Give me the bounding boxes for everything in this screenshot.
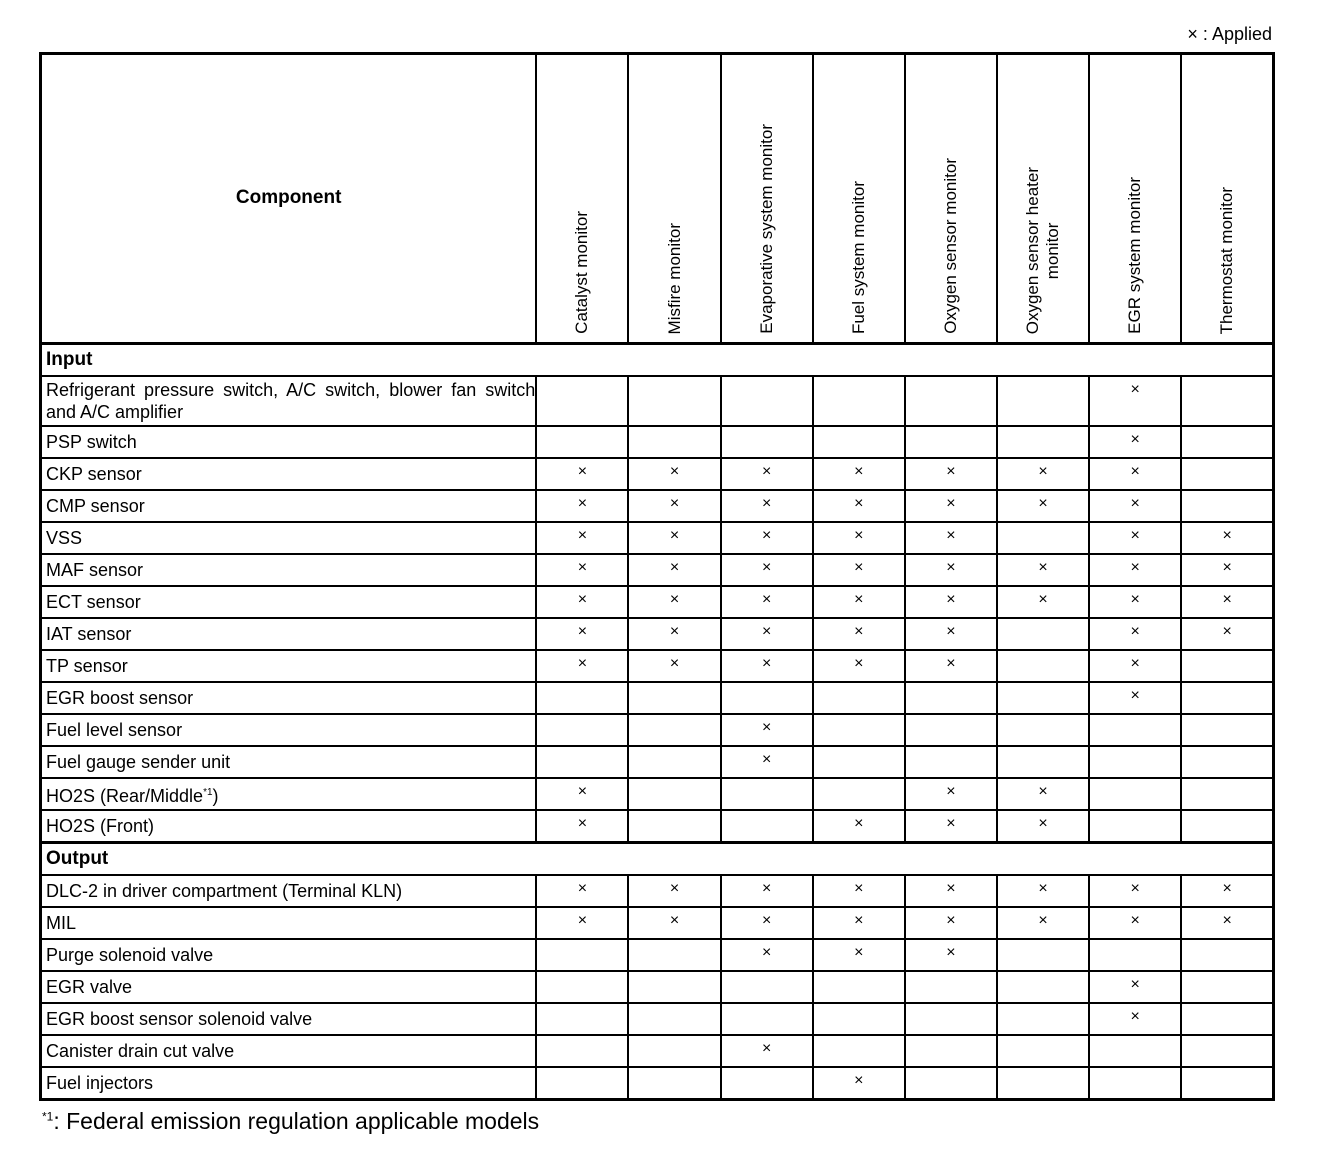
empty-cell <box>536 971 628 1003</box>
empty-cell <box>1181 1035 1273 1067</box>
component-name-text: EGR boost sensor solenoid valve <box>46 1009 313 1029</box>
component-name-text: Fuel gauge sender unit <box>46 752 231 772</box>
applied-mark: × <box>813 650 905 682</box>
empty-cell <box>997 714 1089 746</box>
section-row <box>41 344 1274 377</box>
applied-mark: × <box>721 618 813 650</box>
applied-mark: × <box>905 554 997 586</box>
empty-cell <box>1089 810 1181 843</box>
empty-cell <box>1089 939 1181 971</box>
applied-mark: × <box>536 554 628 586</box>
empty-cell <box>997 1067 1089 1100</box>
applied-mark: × <box>813 522 905 554</box>
applied-mark: × <box>813 458 905 490</box>
applied-mark: × <box>1089 426 1181 458</box>
empty-cell <box>997 650 1089 682</box>
empty-cell <box>628 1035 720 1067</box>
empty-cell <box>1181 1067 1273 1100</box>
empty-cell <box>536 1035 628 1067</box>
applied-mark: × <box>1089 971 1181 1003</box>
monitor-header <box>1089 54 1181 344</box>
section-title: Input <box>41 344 1274 377</box>
component-name <box>41 522 537 554</box>
empty-cell <box>536 426 628 458</box>
component-name-text: CMP sensor <box>46 496 145 516</box>
empty-cell <box>628 682 720 714</box>
empty-cell <box>628 971 720 1003</box>
empty-cell <box>905 1067 997 1100</box>
component-name-text: Fuel injectors <box>46 1073 154 1093</box>
empty-cell <box>1181 810 1273 843</box>
monitor-header <box>813 54 905 344</box>
empty-cell <box>1181 682 1273 714</box>
table-row <box>41 810 1274 843</box>
component-header: Component <box>41 54 537 344</box>
applied-mark: × <box>721 1035 813 1067</box>
empty-cell <box>536 1003 628 1035</box>
component-name <box>41 1067 537 1100</box>
applied-mark: × <box>721 458 813 490</box>
table-row <box>41 1067 1274 1100</box>
component-name <box>41 714 537 746</box>
empty-cell <box>628 1003 720 1035</box>
empty-cell <box>997 971 1089 1003</box>
table-row <box>41 458 1274 490</box>
component-name <box>41 586 537 618</box>
applied-mark: × <box>1089 376 1181 426</box>
table-row <box>41 618 1274 650</box>
table-row <box>41 586 1274 618</box>
component-name <box>41 650 537 682</box>
empty-cell <box>721 971 813 1003</box>
empty-cell <box>997 426 1089 458</box>
empty-cell <box>905 971 997 1003</box>
applied-mark: × <box>536 618 628 650</box>
footnote <box>42 1108 539 1135</box>
component-name-text: ECT sensor <box>46 592 141 612</box>
applied-mark: × <box>997 875 1089 907</box>
table-row <box>41 1035 1274 1067</box>
empty-cell <box>1181 778 1273 810</box>
empty-cell <box>1181 971 1273 1003</box>
empty-cell <box>905 426 997 458</box>
footnote-ref: *1 <box>203 786 213 798</box>
empty-cell <box>1181 650 1273 682</box>
section-title: Output <box>41 843 1274 876</box>
monitor-header <box>536 54 628 344</box>
component-name <box>41 875 537 907</box>
empty-cell <box>997 618 1089 650</box>
applied-mark: × <box>721 907 813 939</box>
empty-cell <box>813 746 905 778</box>
table-row <box>41 554 1274 586</box>
applied-mark: × <box>1089 875 1181 907</box>
component-name <box>41 682 537 714</box>
empty-cell <box>1181 746 1273 778</box>
applied-mark: × <box>721 746 813 778</box>
applied-mark: × <box>1089 490 1181 522</box>
component-name-text: Canister drain cut valve <box>46 1041 235 1061</box>
empty-cell <box>628 714 720 746</box>
empty-cell <box>1181 490 1273 522</box>
applied-mark: × <box>905 939 997 971</box>
component-name-text: MAF sensor <box>46 560 144 580</box>
table-row <box>41 746 1274 778</box>
component-name <box>41 618 537 650</box>
table-row <box>41 939 1274 971</box>
empty-cell <box>628 426 720 458</box>
applied-mark: × <box>905 522 997 554</box>
applied-mark: × <box>813 875 905 907</box>
empty-cell <box>813 778 905 810</box>
applied-mark: × <box>1181 618 1273 650</box>
table-row <box>41 682 1274 714</box>
applied-mark: × <box>813 939 905 971</box>
applied-mark: × <box>628 650 720 682</box>
monitor-header-label: Fuel system monitor <box>848 180 868 334</box>
applied-mark: × <box>813 1067 905 1100</box>
monitor-header-label: Thermostat monitor <box>1217 186 1237 334</box>
applied-mark: × <box>721 554 813 586</box>
applied-mark: × <box>721 522 813 554</box>
applied-mark: × <box>1089 586 1181 618</box>
empty-cell <box>1089 1035 1181 1067</box>
table-row <box>41 971 1274 1003</box>
applied-mark: × <box>1089 554 1181 586</box>
section-row <box>41 843 1274 876</box>
applied-mark: × <box>721 714 813 746</box>
applied-mark: × <box>905 650 997 682</box>
applied-mark: × <box>721 875 813 907</box>
applied-mark: × <box>721 939 813 971</box>
component-name-text: Purge solenoid valve <box>46 945 214 965</box>
component-name <box>41 458 537 490</box>
empty-cell <box>905 714 997 746</box>
applied-mark: × <box>997 490 1089 522</box>
applied-mark: × <box>997 458 1089 490</box>
component-name <box>41 810 537 843</box>
monitor-header <box>721 54 813 344</box>
component-name-text: Fuel level sensor <box>46 720 183 740</box>
empty-cell <box>628 939 720 971</box>
applied-mark: × <box>905 458 997 490</box>
applied-mark: × <box>1181 522 1273 554</box>
applied-mark: × <box>813 810 905 843</box>
empty-cell <box>536 939 628 971</box>
applied-mark: × <box>1089 458 1181 490</box>
empty-cell <box>813 426 905 458</box>
empty-cell <box>1181 376 1273 426</box>
component-name-text: DLC-2 in driver compartment (Terminal KLN) <box>46 881 403 901</box>
empty-cell <box>628 376 720 426</box>
empty-cell <box>1181 458 1273 490</box>
component-name-text: IAT sensor <box>46 624 132 644</box>
applied-mark: × <box>905 778 997 810</box>
monitor-header <box>905 54 997 344</box>
applied-mark: × <box>536 522 628 554</box>
empty-cell <box>721 1003 813 1035</box>
empty-cell <box>905 1035 997 1067</box>
applied-mark: × <box>536 650 628 682</box>
empty-cell <box>721 376 813 426</box>
applied-mark: × <box>536 458 628 490</box>
empty-cell <box>997 1003 1089 1035</box>
applied-mark: × <box>1181 586 1273 618</box>
monitor-header-label: Misfire monitor <box>664 222 684 334</box>
empty-cell <box>997 376 1089 426</box>
applied-mark: × <box>813 554 905 586</box>
empty-cell <box>536 682 628 714</box>
applied-mark: × <box>536 490 628 522</box>
monitor-header-label: Catalyst monitor <box>572 211 592 334</box>
component-name-text: CKP sensor <box>46 464 142 484</box>
empty-cell <box>536 714 628 746</box>
table-row <box>41 1003 1274 1035</box>
component-name-text: EGR boost sensor <box>46 688 194 708</box>
empty-cell <box>997 522 1089 554</box>
component-name-text: VSS <box>46 528 83 548</box>
empty-cell <box>905 682 997 714</box>
empty-cell <box>628 810 720 843</box>
table-row <box>41 490 1274 522</box>
component-name-text: Refrigerant pressure switch, A/C switch, blower fan switch and A/C amplifier <box>46 380 536 422</box>
applied-mark: × <box>1089 650 1181 682</box>
table-row <box>41 907 1274 939</box>
monitor-header-label: Oxygen sensor heater monitor <box>1023 166 1063 334</box>
applied-mark: × <box>1089 907 1181 939</box>
component-name <box>41 939 537 971</box>
empty-cell <box>721 810 813 843</box>
applied-mark: × <box>1089 1003 1181 1035</box>
component-name <box>41 490 537 522</box>
empty-cell <box>1181 714 1273 746</box>
component-name-text: MIL <box>46 913 77 933</box>
empty-cell <box>721 682 813 714</box>
applied-mark: × <box>1181 554 1273 586</box>
component-name-text: TP sensor <box>46 656 128 676</box>
empty-cell <box>1089 746 1181 778</box>
empty-cell <box>1181 426 1273 458</box>
component-name <box>41 778 537 810</box>
empty-cell <box>1089 714 1181 746</box>
monitor-header <box>1181 54 1273 344</box>
component-name-text: PSP switch <box>46 432 137 452</box>
applied-mark: × <box>721 586 813 618</box>
empty-cell <box>628 1067 720 1100</box>
component-name-suffix: ) <box>212 785 219 806</box>
empty-cell <box>536 746 628 778</box>
empty-cell <box>905 1003 997 1035</box>
empty-cell <box>1089 778 1181 810</box>
empty-cell <box>813 714 905 746</box>
empty-cell <box>813 971 905 1003</box>
component-name-text: HO2S (Front) <box>46 816 155 836</box>
empty-cell <box>997 939 1089 971</box>
footnote-marker: *1 <box>42 1109 54 1124</box>
applied-mark: × <box>905 875 997 907</box>
table-row <box>41 522 1274 554</box>
applied-mark: × <box>721 650 813 682</box>
applied-mark: × <box>813 618 905 650</box>
applied-mark: × <box>1181 875 1273 907</box>
component-name-text: EGR valve <box>46 977 133 997</box>
empty-cell <box>1181 1003 1273 1035</box>
empty-cell <box>721 778 813 810</box>
applied-mark: × <box>997 554 1089 586</box>
table-row <box>41 875 1274 907</box>
monitor-component-table <box>39 52 1275 1101</box>
legend-applied: × : Applied <box>1187 24 1272 44</box>
footnote-text: : Federal emission regulation applicable models <box>53 1108 540 1134</box>
applied-mark: × <box>628 618 720 650</box>
applied-mark: × <box>536 810 628 843</box>
table-row <box>41 714 1274 746</box>
component-name <box>41 554 537 586</box>
applied-mark: × <box>813 490 905 522</box>
applied-mark: × <box>628 490 720 522</box>
table-row <box>41 650 1274 682</box>
table-row <box>41 778 1274 810</box>
applied-mark: × <box>1089 682 1181 714</box>
applied-mark: × <box>997 778 1089 810</box>
applied-mark: × <box>628 907 720 939</box>
applied-mark: × <box>905 490 997 522</box>
applied-mark: × <box>1181 907 1273 939</box>
empty-cell <box>905 376 997 426</box>
empty-cell <box>721 1067 813 1100</box>
applied-mark: × <box>1089 618 1181 650</box>
applied-mark: × <box>628 586 720 618</box>
applied-mark: × <box>536 778 628 810</box>
applied-mark: × <box>997 907 1089 939</box>
component-name <box>41 971 537 1003</box>
empty-cell <box>628 778 720 810</box>
empty-cell <box>813 376 905 426</box>
applied-mark: × <box>628 458 720 490</box>
table-row <box>41 376 1274 426</box>
monitor-header-label: Oxygen sensor monitor <box>940 158 960 334</box>
component-name <box>41 426 537 458</box>
empty-cell <box>997 682 1089 714</box>
applied-mark: × <box>536 586 628 618</box>
monitor-header <box>628 54 720 344</box>
component-name <box>41 376 537 426</box>
applied-mark: × <box>813 586 905 618</box>
component-name <box>41 907 537 939</box>
empty-cell <box>628 746 720 778</box>
empty-cell <box>721 426 813 458</box>
empty-cell <box>813 682 905 714</box>
applied-mark: × <box>628 522 720 554</box>
applied-mark: × <box>905 618 997 650</box>
empty-cell <box>997 746 1089 778</box>
monitor-header-label: EGR system monitor <box>1125 177 1145 334</box>
empty-cell <box>813 1035 905 1067</box>
header-row <box>41 54 1274 344</box>
applied-mark: × <box>997 810 1089 843</box>
component-name <box>41 746 537 778</box>
applied-mark: × <box>905 907 997 939</box>
component-name-text: HO2S (Rear/Middle <box>46 785 204 806</box>
table-row <box>41 426 1274 458</box>
component-name <box>41 1003 537 1035</box>
monitor-header <box>997 54 1089 344</box>
applied-mark: × <box>536 875 628 907</box>
empty-cell <box>813 1003 905 1035</box>
applied-mark: × <box>905 586 997 618</box>
applied-mark: × <box>721 490 813 522</box>
applied-mark: × <box>628 554 720 586</box>
monitor-header-label: Evaporative system monitor <box>756 124 776 334</box>
empty-cell <box>1181 939 1273 971</box>
applied-mark: × <box>813 907 905 939</box>
applied-mark: × <box>536 907 628 939</box>
empty-cell <box>997 1035 1089 1067</box>
applied-mark: × <box>1089 522 1181 554</box>
empty-cell <box>905 746 997 778</box>
empty-cell <box>536 376 628 426</box>
empty-cell <box>536 1067 628 1100</box>
applied-mark: × <box>628 875 720 907</box>
applied-mark: × <box>997 586 1089 618</box>
component-name <box>41 1035 537 1067</box>
empty-cell <box>1089 1067 1181 1100</box>
applied-mark: × <box>905 810 997 843</box>
